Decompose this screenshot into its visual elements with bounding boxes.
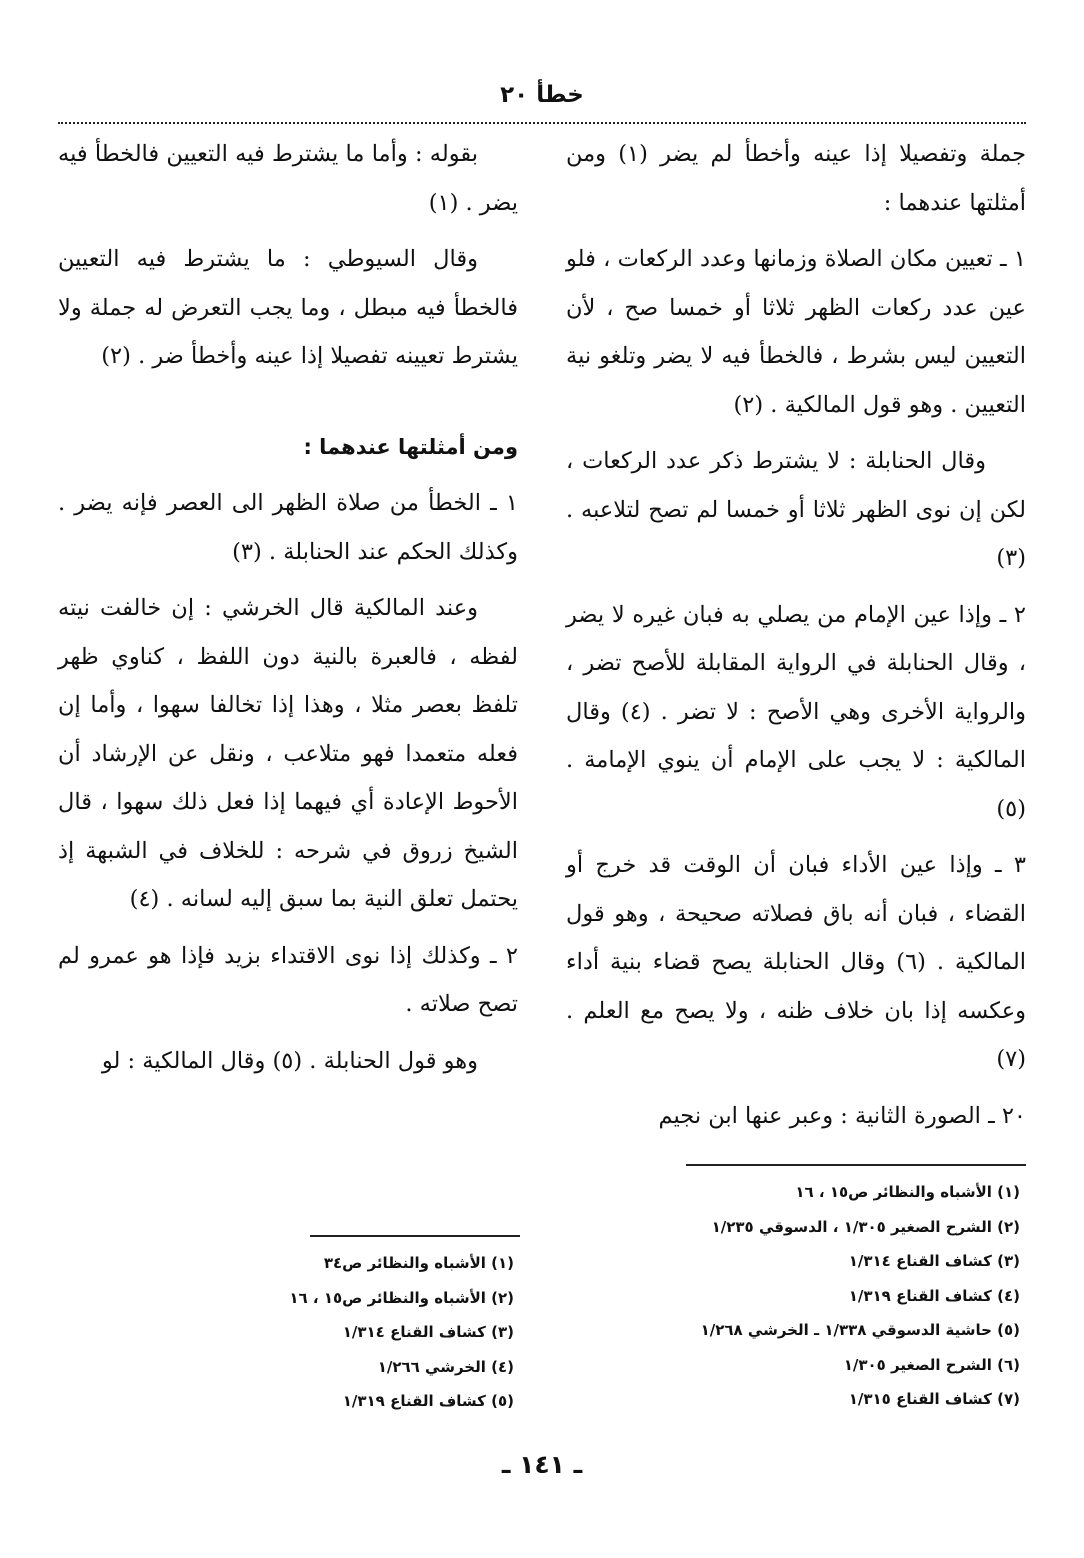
- footnote: (٧) كشاف القناع ١/٣١٥: [848, 1390, 1020, 1408]
- right-paragraph-4: ٢ ـ وإذا عين الإمام من يصلي به فبان غيره لا يضر ، وقال الحنابلة في الرواية المقابلة للأصح تضر ، والرواية الأخرى وهي الأصح : لا تضر . (٤) وقال المالكية : لا يجب على الإمام أن ينوي الإمامة . (٥): [566, 601, 1026, 822]
- right-paragraph-2: ١ ـ تعيين مكان الصلاة وزمانها وعدد الركعات ، فلو عين عدد ركعات الظهر ثلاثا أو خمسا صح ، لأن التعيين ليس بشرط ، فالخطأ فيه لا يضر وتلغو نية التعيين . وهو قول المالكية . (٢): [566, 246, 1026, 418]
- footnote: (٥) حاشية الدسوقي ١/٣٣٨ ـ الخرشي ١/٢٦٨: [700, 1321, 1020, 1339]
- footnote: (٢) الشرح الصغير ١/٣٠٥ ، الدسوقي ١/٢٣٥: [711, 1217, 1020, 1236]
- left-paragraph-3: ١ ـ الخطأ من صلاة الظهر الى العصر فإنه يضر . وكذلك الحكم عند الحنابلة . (٣): [58, 490, 518, 565]
- left-paragraph-5: ٢ ـ وكذلك إذا نوى الاقتداء بزيد فإذا هو عمرو لم تصح صلاته .: [58, 942, 518, 1017]
- footnote: (٣) كشاف القناع ١/٣١٤: [342, 1323, 514, 1341]
- left-heading: ومن أمثلتها عندهما :: [303, 434, 518, 459]
- footnote: (١) الأشباه والنظائر ص١٥ ، ١٦: [795, 1183, 1020, 1201]
- right-footnote-separator: [686, 1164, 1026, 1166]
- left-footnote-separator: [310, 1235, 520, 1237]
- footnote: (٤) كشاف القناع ١/٣١٩: [848, 1286, 1020, 1305]
- left-paragraph-1: بقوله : وأما ما يشترط فيه التعيين فالخطأ فيه يضر . (١): [58, 141, 518, 216]
- footnote: (٤) الخرشي ١/٢٦٦: [377, 1357, 514, 1376]
- page-header-title: خطأ ٢٠: [500, 82, 584, 108]
- footnote: (٦) الشرح الصغير ١/٣٠٥: [843, 1355, 1020, 1374]
- left-paragraph-2: وقال السيوطي : ما يشترط فيه التعيين فالخطأ فيه مبطل ، وما يجب التعرض له جملة ولا يشترط تعيينه تفصيلا إذا عينه وأخطأ ضر . (٢): [58, 246, 518, 369]
- right-column: [566, 130, 1026, 1148]
- footnote: (٣) كشاف القناع ١/٣١٤: [848, 1252, 1020, 1270]
- page-number: ـ ١٤١ ـ: [501, 1450, 583, 1479]
- left-footnotes: [58, 1246, 514, 1419]
- left-paragraph-6: وهو قول الحنابلة . (٥) وقال المالكية : لو: [101, 1047, 478, 1074]
- footnote: (٥) كشاف القناع ١/٣١٩: [342, 1392, 514, 1410]
- right-footnotes: [620, 1175, 1020, 1417]
- footnote: (١) الأشباه والنظائر ص٣٤: [323, 1254, 514, 1272]
- header-dotted-rule: [58, 122, 1026, 124]
- left-column: [58, 130, 518, 1093]
- right-paragraph-6: ٢٠ ـ الصورة الثانية : وعبر عنها ابن نجيم: [658, 1102, 1026, 1129]
- left-paragraph-4: وعند المالكية قال الخرشي : إن خالفت نيته لفظه ، فالعبرة بالنية دون اللفظ ، كناوي ظهر تلفظ بعصر مثلا ، وهذا إذا تخالفا سهوا ، وأما إن فعله متعمدا فهو متلاعب ، ونقل عن الإرشاد أن الأحوط الإعادة أي فيهما إذا فعل ذلك سهوا ، قال الشيخ زروق في شرحه : للخلاف في الشبهة إذ يحتمل تعلق النية بما سبق إليه لسانه . (٤): [58, 595, 518, 912]
- spacer: [58, 389, 518, 423]
- footnote: (٢) الأشباه والنظائر ص١٥ ، ١٦: [289, 1288, 514, 1307]
- right-paragraph-3: وقال الحنابلة : لا يشترط ذكر عدد الركعات ، لكن إن نوى الظهر ثلاثا أو خمسا لم تصح لتلاعبه . (٣): [566, 448, 1026, 571]
- right-paragraph-5: ٣ ـ وإذا عين الأداء فبان أن الوقت قد خرج أو القضاء ، فبان أنه باق فصلاته صحيحة ، وهو قول المالكية . (٦) وقال الحنابلة يصح قضاء بنية أداء وعكسه إذا بان خلاف ظنه ، ولا يصح مع العلم . (٧): [566, 852, 1026, 1072]
- right-paragraph-1: جملة وتفصيلا إذا عينه وأخطأ لم يضر (١) ومن أمثلتها عندهما :: [566, 141, 1027, 216]
